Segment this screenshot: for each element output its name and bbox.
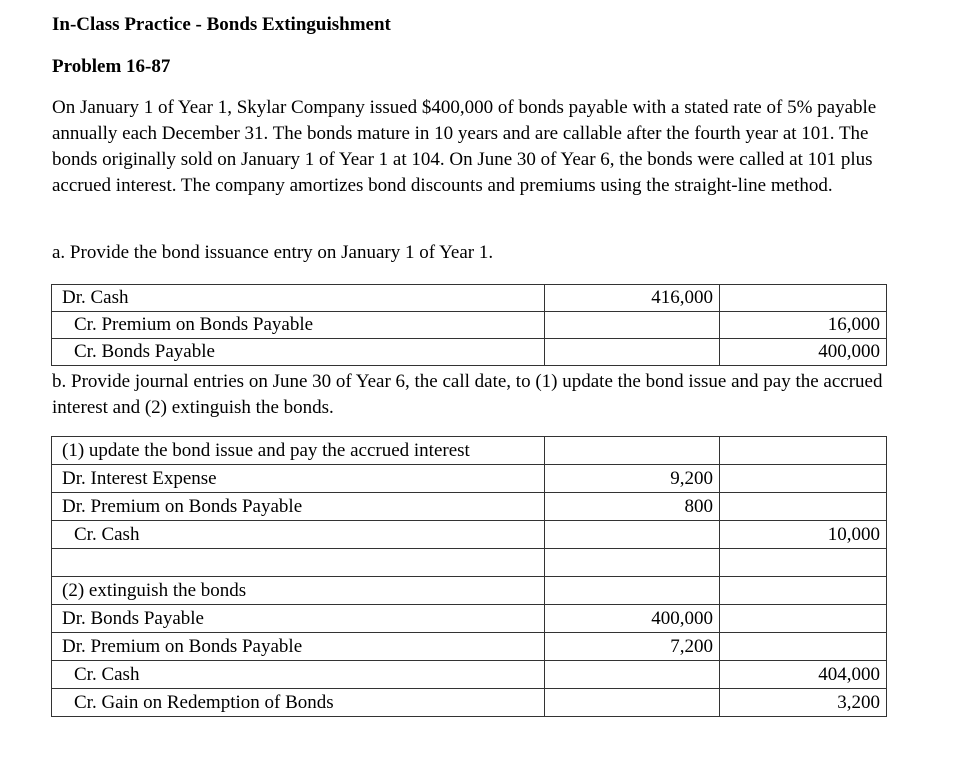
entry-heading-cell: (1) update the bond issue and pay the accrued interest (52, 437, 545, 465)
table-row (52, 577, 887, 605)
account-label: Cr. Cash (74, 663, 140, 685)
credit-cell (720, 633, 887, 661)
credit-cell (720, 437, 887, 465)
account-cell: Dr. Interest Expense (52, 465, 545, 493)
problem-number: Problem 16-87 (52, 56, 171, 77)
journal-entry-table-b1 (51, 436, 887, 577)
table-row (52, 549, 887, 577)
debit-cell (545, 521, 720, 549)
table-row (52, 689, 887, 717)
debit-cell (545, 577, 720, 605)
credit-cell (720, 549, 887, 577)
debit-cell (545, 549, 720, 577)
journal-entry-table-a (51, 284, 887, 366)
question-a: a. Provide the bond issuance entry on January 1 of Year 1. (52, 242, 494, 263)
debit-cell: 400,000 (545, 605, 720, 633)
credit-cell (720, 577, 887, 605)
credit-cell: 10,000 (720, 521, 887, 549)
debit-cell (545, 437, 720, 465)
entry-heading-cell: (2) extinguish the bonds (52, 577, 545, 605)
debit-cell: 800 (545, 493, 720, 521)
credit-cell: 400,000 (720, 339, 887, 366)
debit-cell: 7,200 (545, 633, 720, 661)
credit-cell (720, 285, 887, 312)
table-row (52, 493, 887, 521)
account-cell (52, 521, 545, 549)
table-row (52, 633, 887, 661)
account-cell (52, 661, 545, 689)
account-cell: Dr. Bonds Payable (52, 605, 545, 633)
table-row (52, 437, 887, 465)
account-label: Cr. Gain on Redemption of Bonds (74, 691, 334, 713)
problem-statement: On January 1 of Year 1, Skylar Company issued $400,000 of bonds payable with a stated rate of 5% payable annually each December 31. The bonds mature in 10 years and are callable after the fourth year at 101. The bonds originally sold on January 1 of Year 1 at 104. On June 30 of Year 6, the bonds were called at 101 plus accrued interest. The company amortizes bond discounts and premiums using the straight-line method. (52, 97, 877, 196)
account-cell (52, 549, 545, 577)
credit-cell: 3,200 (720, 689, 887, 717)
account-cell: Dr. Cash (52, 285, 545, 312)
table-row (52, 661, 887, 689)
account-label: Cr. Premium on Bonds Payable (74, 314, 314, 335)
table-row (52, 605, 887, 633)
question-b: b. Provide journal entries on June 30 of Year 6, the call date, to (1) update the bond issue and pay the accrued interest and (2) extinguish the bonds. (52, 371, 883, 418)
debit-cell (545, 312, 720, 339)
table-row (52, 312, 887, 339)
account-cell (52, 312, 545, 339)
debit-cell: 416,000 (545, 285, 720, 312)
table-row (52, 339, 887, 366)
account-label: Cr. Cash (74, 523, 140, 545)
credit-cell (720, 605, 887, 633)
page-title: In-Class Practice - Bonds Extinguishment (52, 14, 391, 35)
table-row (52, 521, 887, 549)
debit-cell (545, 339, 720, 366)
account-cell (52, 339, 545, 366)
credit-cell: 16,000 (720, 312, 887, 339)
debit-cell: 9,200 (545, 465, 720, 493)
account-cell (52, 689, 545, 717)
table-row (52, 465, 887, 493)
credit-cell (720, 493, 887, 521)
account-label: Cr. Bonds Payable (74, 341, 215, 362)
account-cell: Dr. Premium on Bonds Payable (52, 493, 545, 521)
journal-entry-table-b2 (51, 576, 887, 717)
table-row (52, 285, 887, 312)
debit-cell (545, 689, 720, 717)
credit-cell: 404,000 (720, 661, 887, 689)
credit-cell (720, 465, 887, 493)
account-cell: Dr. Premium on Bonds Payable (52, 633, 545, 661)
debit-cell (545, 661, 720, 689)
